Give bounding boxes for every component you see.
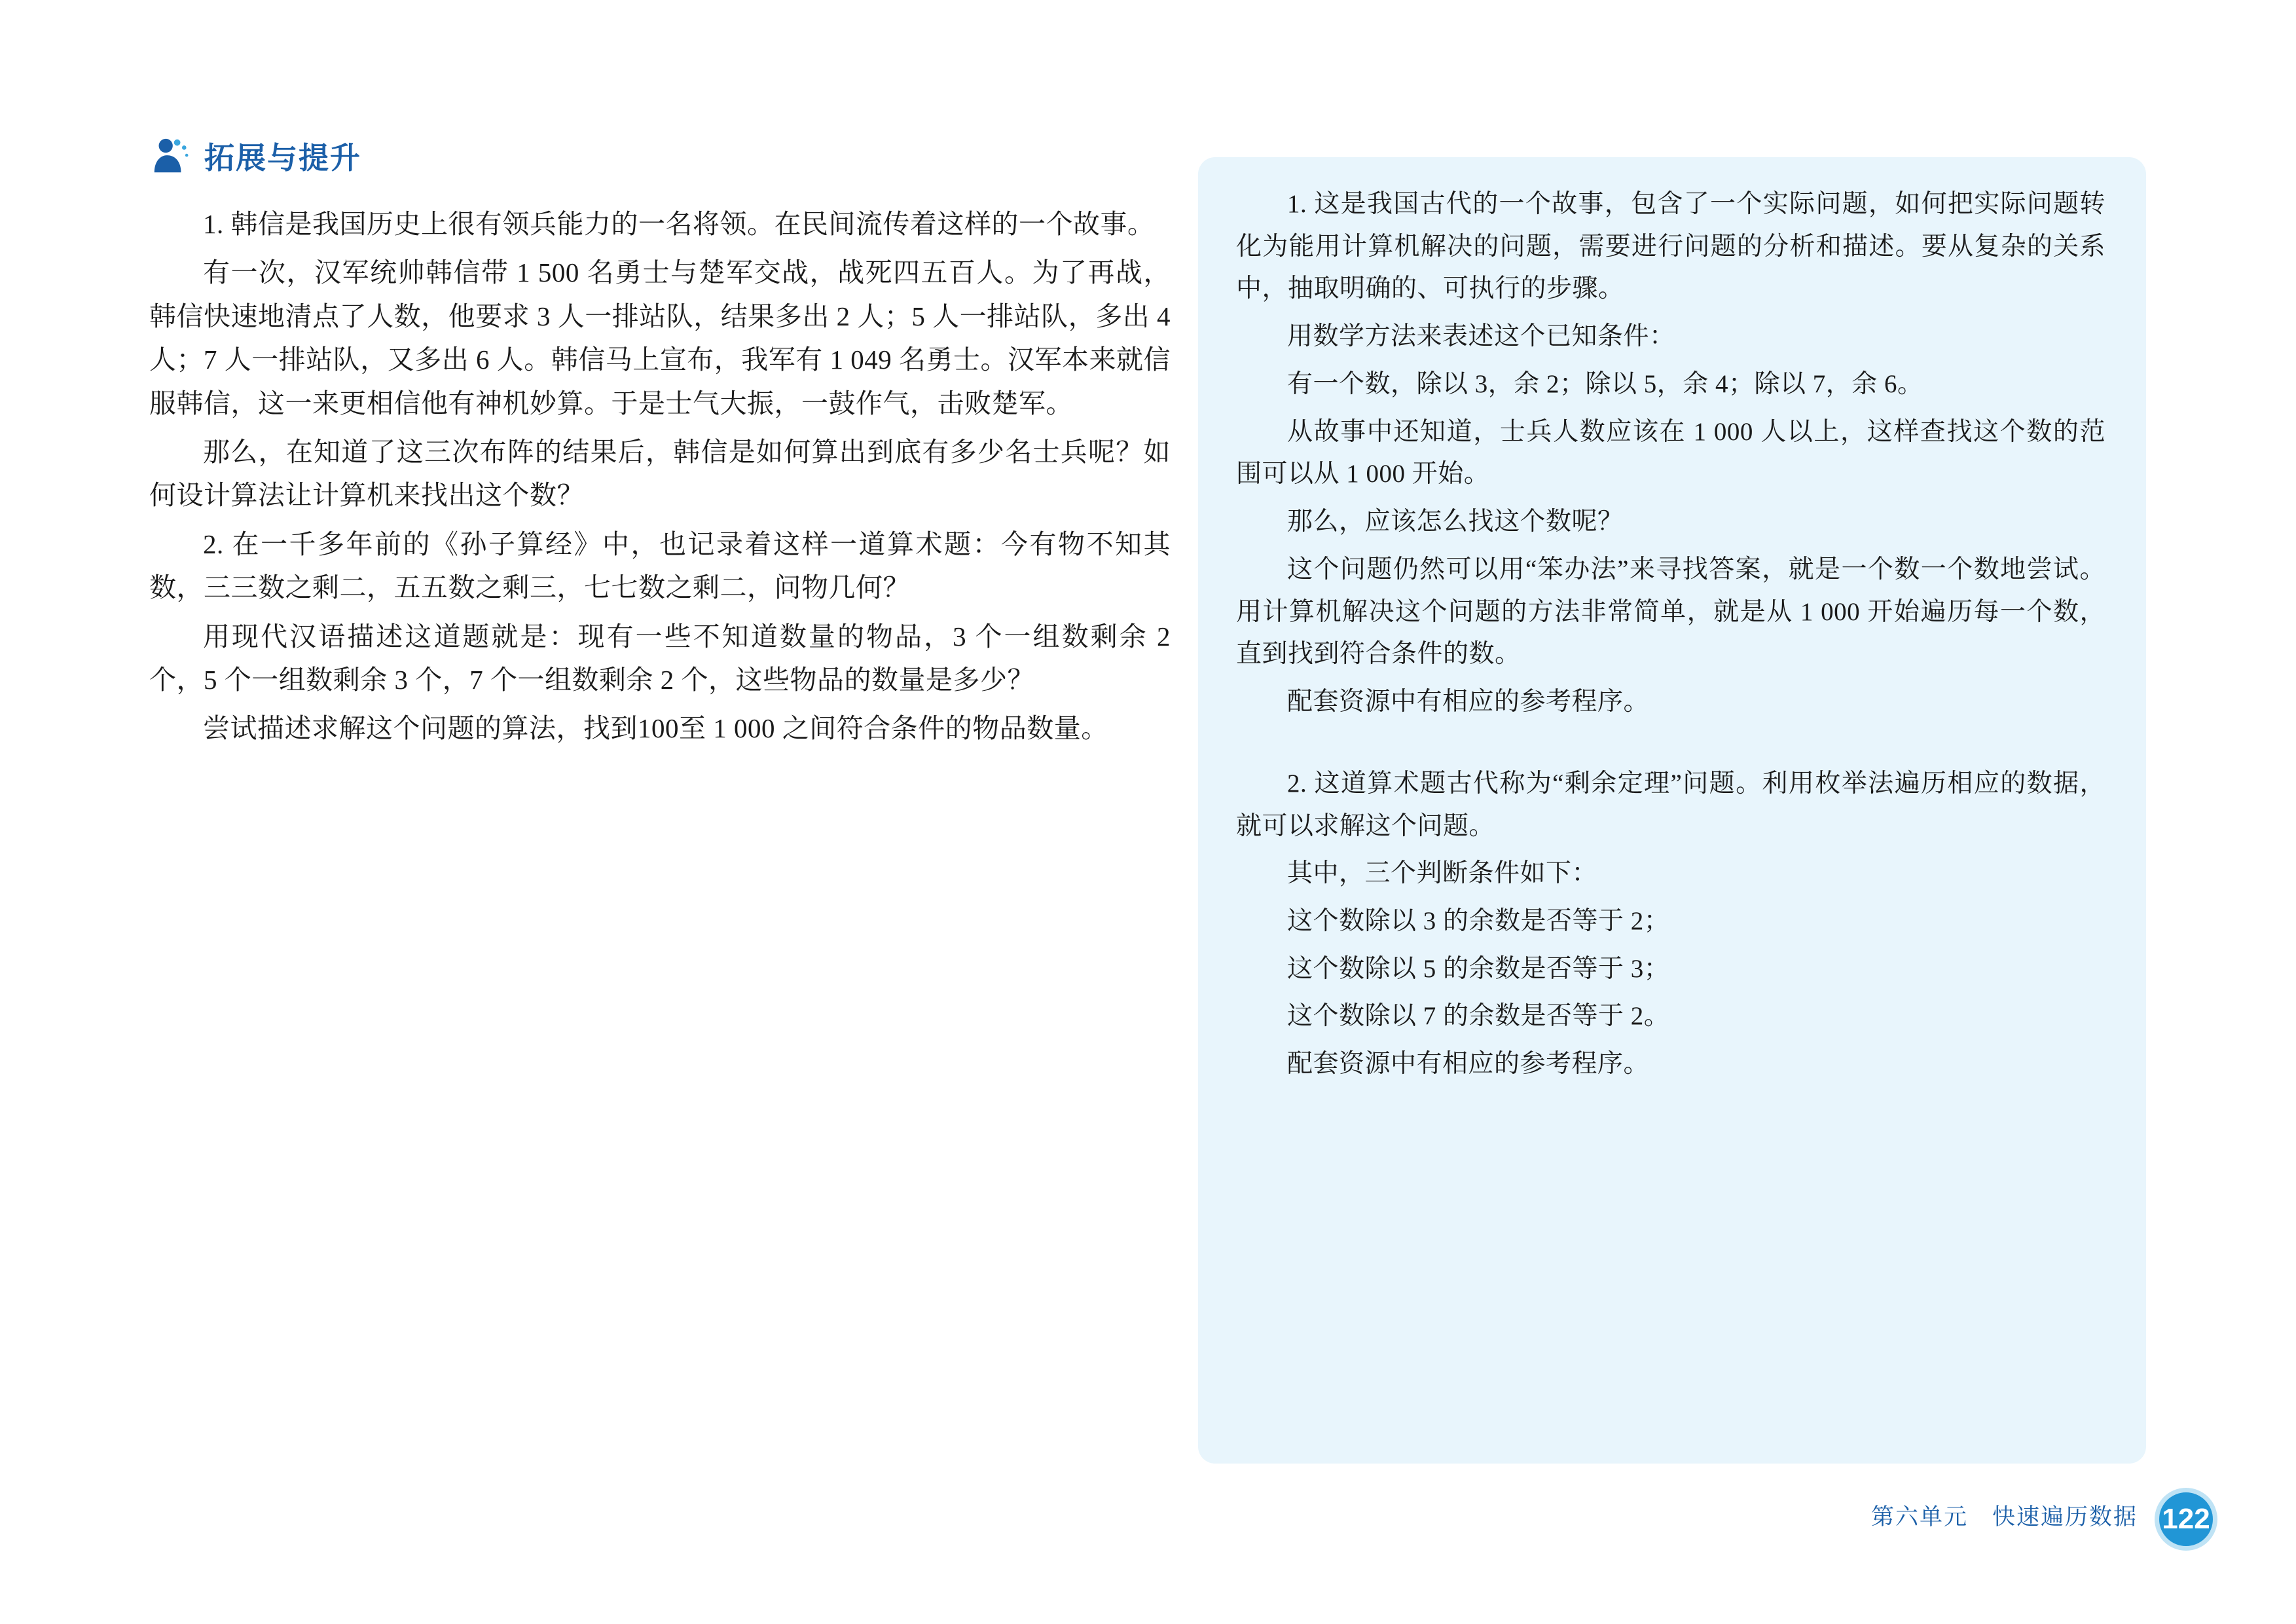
paragraph-spacer	[1236, 729, 2105, 763]
paragraph: 这个数除以 3 的余数是否等于 2；	[1287, 907, 1670, 936]
page-number-badge: 122	[2155, 1488, 2217, 1551]
person-head-icon	[149, 137, 190, 177]
paragraph: 尝试描述求解这个问题的算法，找到100至 1 000 之间符合条件的物品数量。	[203, 713, 1108, 744]
paragraph: 有一次，汉军统帅韩信带 1 500 名勇士与楚军交战，战死四五百人。为了再战，韩信快速地清点了人数，他要求 3 人一排站队，结果多出 2 人；5 人一排站队，多出 4 人；7 人一排站队，又多出 6 人。韩信马上宣布，我军有 1 049 名勇士。汉军本来就信服韩信，这一来更相信他有神机妙算。于是士气大振，一鼓作气，击败楚军。	[149, 257, 1171, 418]
paragraph: 其中，三个判断条件如下：	[1287, 859, 1598, 888]
paragraph: 1. 这是我国古代的一个故事，包含了一个实际问题，如何把实际问题转化为能用计算机解决的问题，需要进行问题的分析和描述。要从复杂的关系中，抽取明确的、可执行的步骤。	[1236, 190, 2105, 303]
paragraph: 配套资源中有相应的参考程序。	[1287, 1050, 1650, 1079]
paragraph: 从故事中还知道，士兵人数应该在 1 000 人以上，这样查找这个数的范围可以从 1 000 开始。	[1236, 417, 2105, 489]
paragraph: 2. 在一千多年前的《孙子算经》中，也记录着这样一道算术题：今有物不知其数，三三数之剩二，五五数之剩三，七七数之剩二，问物几何？	[149, 528, 1171, 603]
paragraph: 这个数除以 7 的余数是否等于 2。	[1287, 1002, 1670, 1031]
paragraph: 这个问题仍然可以用“笨办法”来寻找答案，就是一个数一个数地尝试。用计算机解决这个问题的方法非常简单，就是从 1 000 开始遍历每一个数，直到找到符合条件的数。	[1236, 555, 2105, 669]
paragraph: 2. 这道算术题古代称为“剩余定理”问题。利用枚举法遍历相应的数据，就可以求解这个问题。	[1236, 769, 2105, 840]
unit-label: 第六单元 快速遍历数据	[1870, 1504, 2138, 1530]
paragraph: 用数学方法来表述这个已知条件：	[1287, 322, 1675, 351]
paragraph: 那么，应该怎么找这个数呢？	[1287, 507, 1624, 536]
section-title: 拓展与提升	[204, 141, 361, 175]
paragraph: 那么，在知道了这三次布阵的结果后，韩信是如何算出到底有多少名士兵呢？如何设计算法让计算机来找出这个数？	[149, 437, 1171, 511]
page-footer	[1871, 1484, 2217, 1547]
right-answer-panel	[1198, 157, 2146, 1464]
section-header	[149, 134, 1171, 177]
paragraph: 配套资源中有相应的参考程序。	[1287, 688, 1650, 716]
paragraph: 这个数除以 5 的余数是否等于 3；	[1287, 954, 1670, 983]
paragraph: 用现代汉语描述这道题就是：现有一些不知道数量的物品，3 个一组数剩余 2 个，5 个一组数剩余 3 个，7 个一组数剩余 2 个，这些物品的数量是多少？	[149, 621, 1171, 695]
paragraph: 有一个数，除以 3，余 2；除以 5，余 4；除以 7，余 6。	[1287, 369, 1923, 398]
left-column	[149, 134, 1171, 756]
paragraph: 1. 韩信是我国历史上很有领兵能力的一名将领。在民间流传着这样的一个故事。	[203, 209, 1155, 239]
